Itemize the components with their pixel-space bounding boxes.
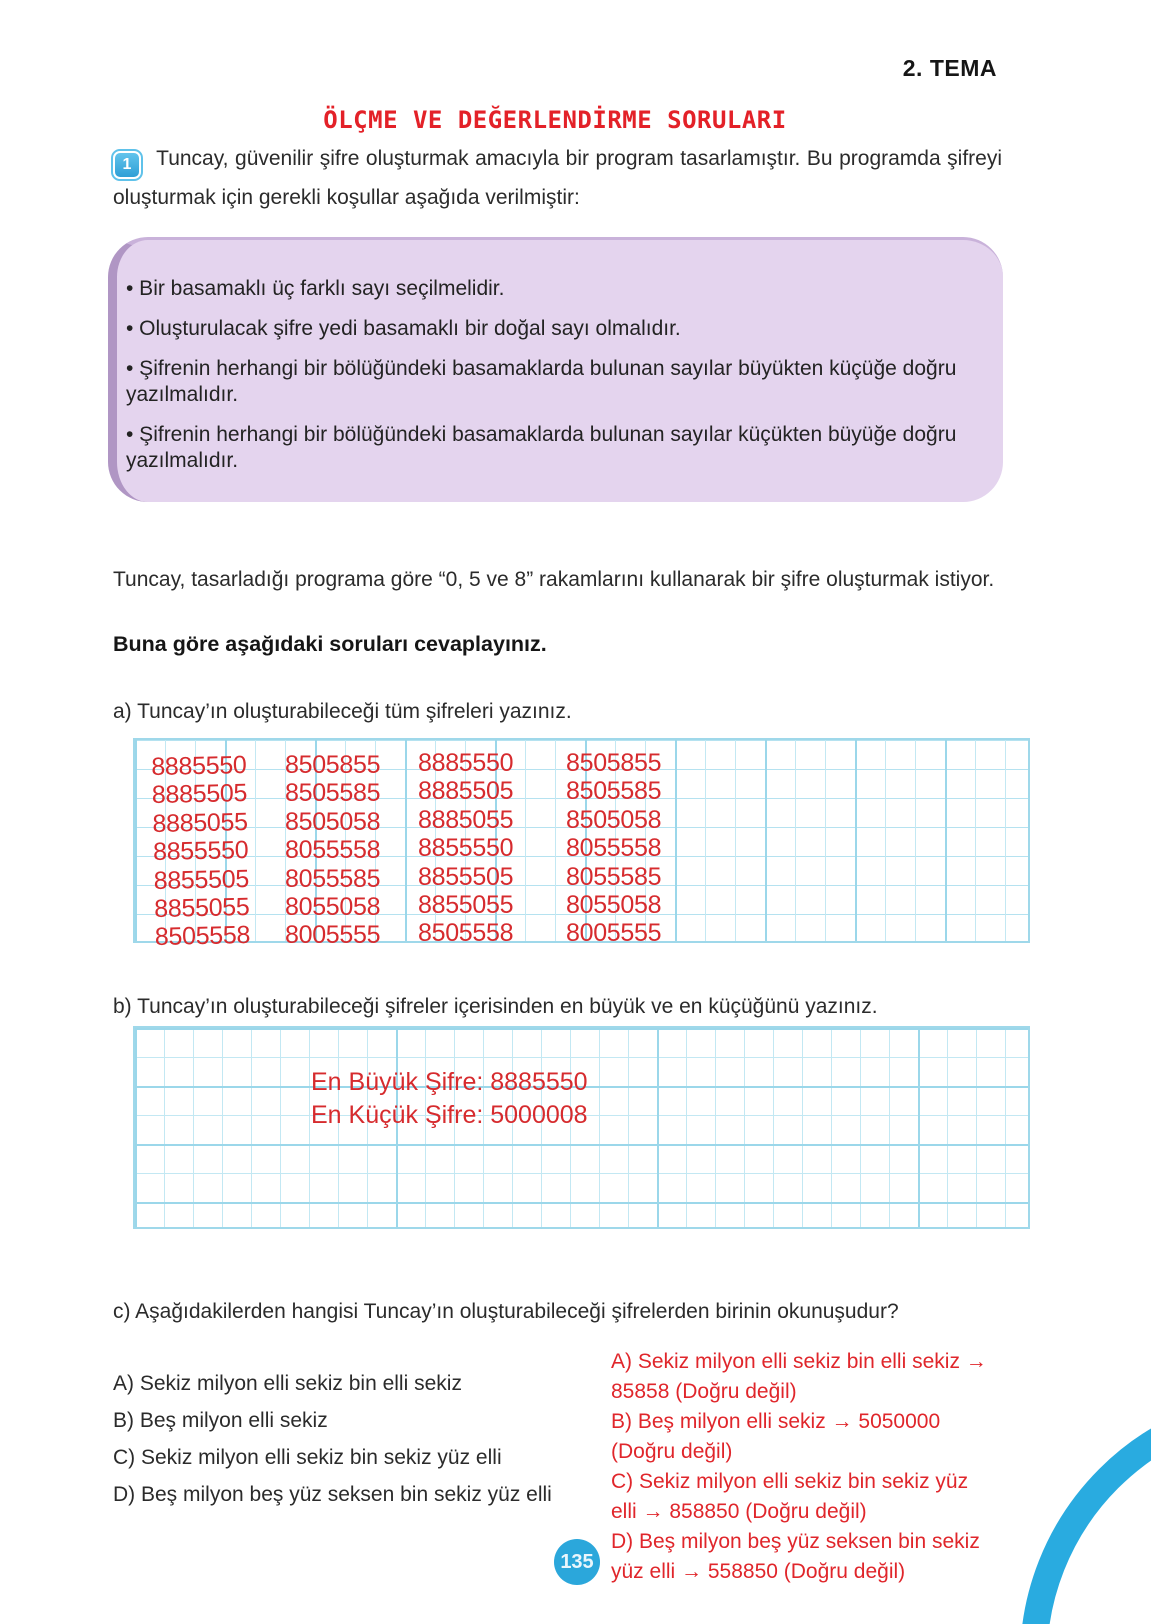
password-entry: 8885505 <box>151 779 248 810</box>
password-entry: 8505558 <box>418 919 514 948</box>
password-entry: 8055058 <box>566 891 662 920</box>
password-entry: 8005555 <box>285 921 381 950</box>
password-entry: 8505855 <box>566 749 662 777</box>
password-entry: 8855505 <box>418 862 514 891</box>
password-entry: 8855505 <box>153 864 250 895</box>
solution-line: 85858 (Doğru değil) <box>611 1380 797 1403</box>
solution-line: C) Sekiz milyon elli sekiz bin sekiz yüz <box>611 1470 969 1493</box>
instruction-text: Buna göre aşağıdaki soruları cevaplayınız. <box>113 632 547 656</box>
chapter-label: 2. TEMA <box>902 55 997 81</box>
password-entry: 8855055 <box>418 891 514 920</box>
option-d: D) Beş milyon beş yüz seksen bin sekiz yüz elli <box>113 1483 552 1506</box>
solution-line: A) Sekiz milyon elli sekiz bin elli sekiz → <box>611 1350 987 1373</box>
option-b: B) Beş milyon elli sekiz <box>113 1409 328 1432</box>
password-entry: 8505585 <box>285 779 381 808</box>
password-entry: 8885055 <box>152 807 248 838</box>
option-c: C) Sekiz milyon elli sekiz bin sekiz yüz elli <box>113 1446 502 1469</box>
password-column-2 <box>285 751 380 950</box>
password-entry: 8505558 <box>154 921 251 952</box>
password-entry: 8055585 <box>566 862 662 891</box>
password-entry: 8055585 <box>285 864 381 893</box>
password-entry: 8885550 <box>150 751 247 782</box>
solution-line: D) Beş milyon beş yüz seksen bin sekiz <box>611 1530 980 1553</box>
part-b-answers <box>311 1066 588 1132</box>
password-entry: 8855055 <box>153 893 250 924</box>
condition-item: • Şifrenin herhangi bir bölüğündeki basamaklarda bulunan sayılar küçükten büyüğe doğru yazılmalıdır. <box>126 423 957 472</box>
password-column-3 <box>418 749 513 948</box>
condition-item: • Bir basamaklı üç farklı sayı seçilmelidir. <box>126 277 505 300</box>
part-b-label: b) Tuncay’ın oluşturabileceği şifreler içerisinden en büyük ve en küçüğünü yazınız. <box>113 995 878 1018</box>
page-title: ÖLÇME VE DEĞERLENDİRME SORULARI <box>323 106 787 134</box>
password-entry: 8505058 <box>566 805 662 834</box>
question-intro-text: Tuncay, güvenilir şifre oluşturmak amacıyla bir program tasarlamıştır. Bu programda şifreyi oluşturmak için gerekli koşullar aşağıda verilmiştir: <box>113 147 1002 209</box>
answer-grid-b <box>133 1026 1030 1229</box>
question-intro <box>113 140 1002 217</box>
password-column-4 <box>566 749 661 948</box>
max-password-answer: En Büyük Şifre: 8885550 <box>311 1068 588 1096</box>
part-c-solution <box>611 1347 1043 1587</box>
page-number-badge: 135 <box>554 1539 600 1585</box>
min-password-answer: En Küçük Şifre: 5000008 <box>311 1101 588 1129</box>
solution-line: elli → 858850 (Doğru değil) <box>611 1500 867 1523</box>
conditions-box <box>108 237 1003 502</box>
password-entry: 8505855 <box>285 751 381 779</box>
solution-line: yüz elli → 558850 (Doğru değil) <box>611 1560 906 1583</box>
password-entry: 8885505 <box>418 777 514 806</box>
password-entry: 8055058 <box>285 893 381 922</box>
answer-grid-a <box>133 738 1030 952</box>
password-entry: 8055558 <box>285 836 381 865</box>
password-entry: 8885550 <box>418 749 514 777</box>
question-number-badge: 1 <box>113 151 141 179</box>
solution-line: B) Beş milyon elli sekiz → 5050000 <box>611 1410 941 1433</box>
part-c-label: c) Aşağıdakilerden hangisi Tuncay’ın oluşturabileceği şifrelerden birinin okunuşudur? <box>113 1300 899 1323</box>
password-entry: 8055558 <box>566 834 662 863</box>
password-entry: 8505058 <box>285 807 381 836</box>
password-column-1 <box>151 751 250 952</box>
solution-line: (Doğru değil) <box>611 1440 733 1463</box>
option-a: A) Sekiz milyon elli sekiz bin elli sekiz <box>113 1372 462 1395</box>
password-entry: 8505585 <box>566 777 662 806</box>
condition-item: • Şifrenin herhangi bir bölüğündeki basamaklarda bulunan sayılar büyükten küçüğe doğru yazılmalıdır. <box>126 357 957 406</box>
condition-item: • Oluşturulacak şifre yedi basamaklı bir doğal sayı olmalıdır. <box>126 317 681 340</box>
password-entry: 8005555 <box>566 919 662 948</box>
option-list <box>113 1372 633 1520</box>
password-entry: 8885055 <box>418 805 514 834</box>
password-entry: 8855550 <box>418 834 514 863</box>
password-entry: 8855550 <box>152 836 249 867</box>
part-a-label: a) Tuncay’ın oluşturabileceği tüm şifreleri yazınız. <box>113 700 572 723</box>
followup-text: Tuncay, tasarladığı programa göre “0, 5 ve 8” rakamlarını kullanarak bir şifre oluşturmak istiyor. <box>113 568 995 591</box>
